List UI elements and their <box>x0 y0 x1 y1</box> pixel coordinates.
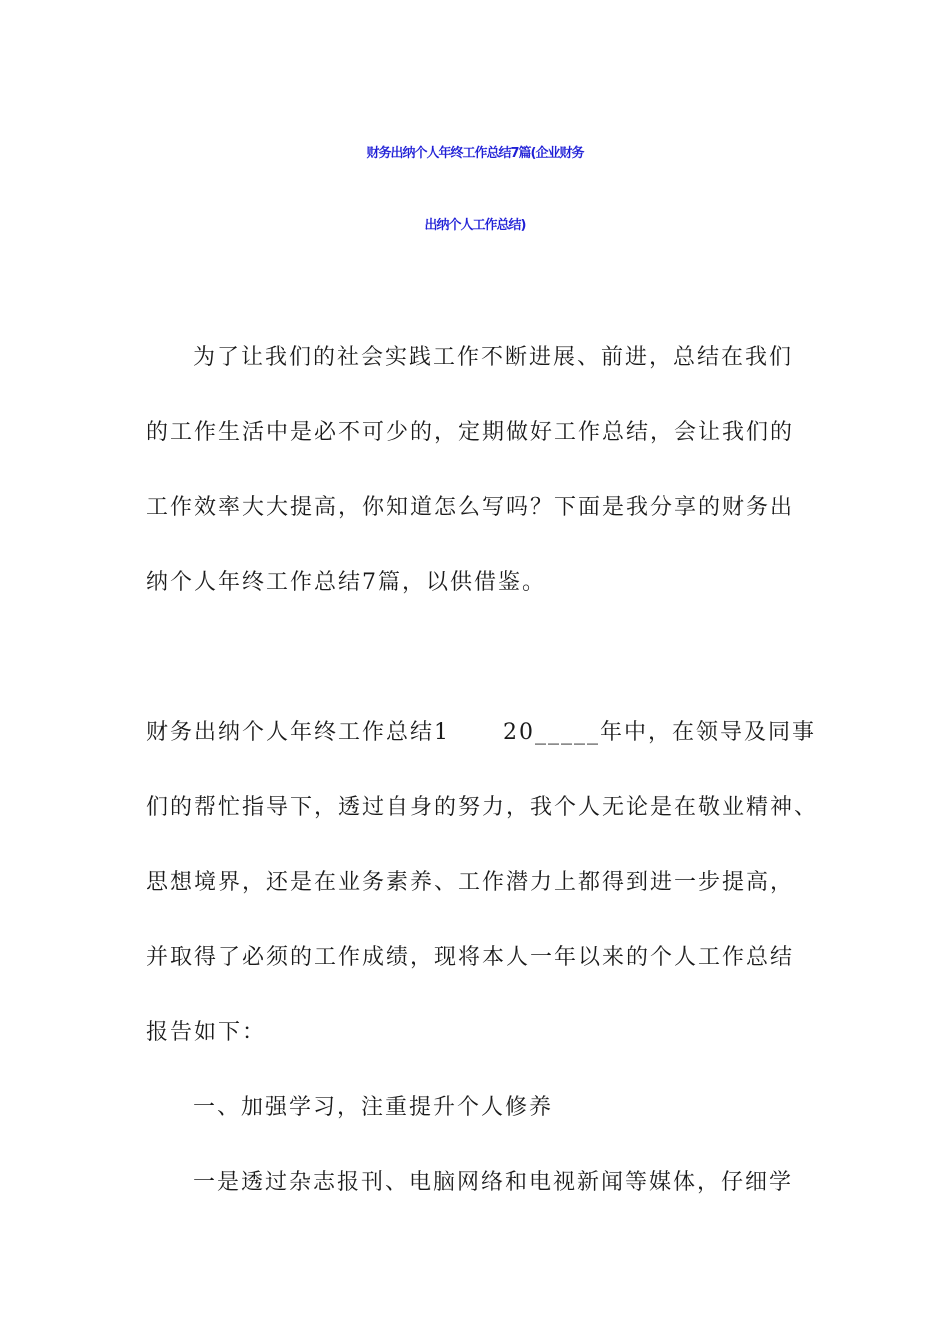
section-line-3: 思想境界，还是在业务素养、工作潜力上都得到进一步提高， <box>146 870 795 895</box>
intro-line-3: 工作效率大大提高，你知道怎么写吗？下面是我分享的财务出 <box>146 495 795 520</box>
section-line-2: 们的帮忙指导下，透过自身的努力，我个人无论是在敬业精神、 <box>146 795 819 820</box>
intro-line-1: 为了让我们的社会实践工作不断进展、前进，总结在我们 <box>193 345 794 370</box>
section-first-line: 20_____年中，在领导及同事 <box>503 720 816 745</box>
document-title-line-1: 财务出纳个人年终工作总结7篇(企业财务 <box>366 146 584 161</box>
subheading: 一、加强学习，注重提升个人修养 <box>193 1095 554 1120</box>
intro-line-2: 的工作生活中是必不可少的，定期做好工作总结，会让我们的 <box>146 420 795 445</box>
section-heading: 财务出纳个人年终工作总结1 <box>146 720 450 745</box>
section-line-4: 并取得了必须的工作成绩，现将本人一年以来的个人工作总结 <box>146 945 795 970</box>
paragraph-start: 一是透过杂志报刊、电脑网络和电视新闻等媒体，仔细学 <box>193 1170 794 1195</box>
document-title-line-2: 出纳个人工作总结) <box>424 218 526 233</box>
intro-line-4: 纳个人年终工作总结7篇，以供借鉴。 <box>146 570 546 595</box>
section-line-5: 报告如下： <box>146 1020 267 1045</box>
